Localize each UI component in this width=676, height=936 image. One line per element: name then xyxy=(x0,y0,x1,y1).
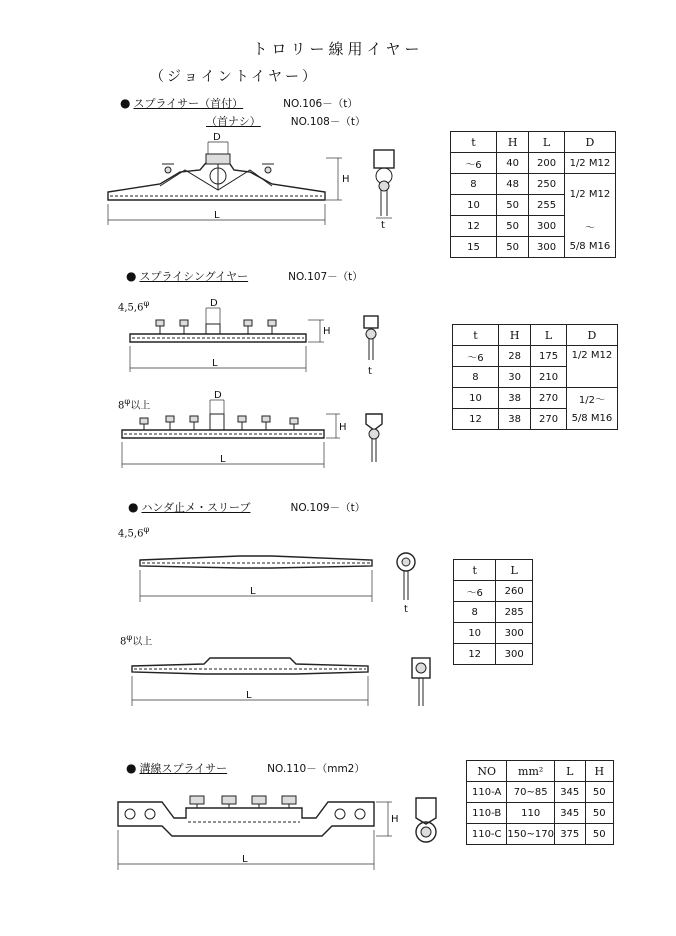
table-cell: 285 xyxy=(496,602,533,623)
table-cell: 1/2 M12 xyxy=(564,174,615,216)
dim-label-h: H xyxy=(342,174,350,185)
dim-label-h: H xyxy=(323,326,331,337)
page-title: トロリー線用イヤー xyxy=(252,40,424,58)
table-cell: 300 xyxy=(529,237,565,258)
sleeve-spec-table xyxy=(453,559,533,665)
splicing-ear-drawing-large xyxy=(116,392,356,472)
dim-label-l: L xyxy=(246,690,252,701)
diameter-range: 4,5,6 xyxy=(118,528,144,540)
table-cell: 50 xyxy=(496,237,528,258)
section-splicing-ear-heading xyxy=(126,268,363,284)
part-number: NO.106－（t） xyxy=(283,98,358,110)
part-number: NO.108－（t） xyxy=(290,116,366,128)
dim-label-h: H xyxy=(339,422,347,433)
table-cell: 345 xyxy=(554,803,585,824)
table-cell: 50 xyxy=(496,216,528,237)
table-cell: 40 xyxy=(496,153,528,174)
part-number: NO.107－（t） xyxy=(288,271,363,283)
table-cell: 300 xyxy=(529,216,565,237)
splicing-ear-end-view-large xyxy=(360,410,390,480)
table-cell: 110-C xyxy=(467,824,507,845)
table-cell: 1/2～ xyxy=(566,388,617,409)
table-cell: 110 xyxy=(507,803,555,824)
bullet: ● xyxy=(128,500,139,514)
section-splicer-subheading xyxy=(206,113,365,129)
table-header: L xyxy=(554,761,585,782)
table-cell: 150~170 xyxy=(507,824,555,845)
splicing-ear-drawing-small xyxy=(120,300,340,380)
table-cell: 300 xyxy=(496,644,533,665)
table-header: D xyxy=(564,132,615,153)
table-cell: 12 xyxy=(451,216,497,237)
table-row xyxy=(453,346,618,367)
diameter-note-large xyxy=(120,632,152,647)
splicing-ear-end-view-small xyxy=(358,312,388,382)
splicer-side-drawing xyxy=(100,130,360,230)
table-row xyxy=(451,153,616,174)
section-messenger-heading xyxy=(126,760,365,776)
dim-label-l: L xyxy=(220,454,226,465)
dim-label-t: t xyxy=(381,220,385,231)
page-subtitle: （ジョイントイヤー） xyxy=(150,69,320,85)
table-row xyxy=(453,409,618,430)
bullet: ● xyxy=(126,761,137,775)
table-cell: 10 xyxy=(454,623,496,644)
table-row xyxy=(467,782,614,803)
phi-symbol: φ xyxy=(143,298,150,308)
table-cell: 50 xyxy=(585,782,613,803)
diameter-range: 4,5,6 xyxy=(118,302,144,314)
sleeve-end-view-small xyxy=(394,548,424,618)
table-cell: 5/8 M16 xyxy=(564,237,615,258)
table-cell: 10 xyxy=(453,388,499,409)
part-number: NO.109－（t） xyxy=(290,502,366,514)
phi-symbol: φ xyxy=(126,632,133,642)
sleeve-end-view-large xyxy=(408,656,438,716)
table-header: mm² xyxy=(507,761,555,782)
table-header: D xyxy=(566,325,617,346)
part-number: NO.110－（mm2） xyxy=(267,763,365,775)
table-cell: 5/8 M16 xyxy=(566,409,617,430)
table-row xyxy=(454,581,533,602)
table-cell: 8 xyxy=(453,367,499,388)
table-row xyxy=(467,824,614,845)
table-cell: 10 xyxy=(451,195,497,216)
section-name: ハンダ止メ・スリーブ xyxy=(141,501,251,514)
table-cell: 8 xyxy=(451,174,497,195)
table-header: t xyxy=(454,560,496,581)
table-cell: 255 xyxy=(529,195,565,216)
table-cell: ～6 xyxy=(451,153,497,174)
table-cell: 270 xyxy=(531,388,567,409)
table-cell: 48 xyxy=(496,174,528,195)
table-header: L xyxy=(531,325,567,346)
table-cell: 200 xyxy=(529,153,565,174)
table-row xyxy=(454,623,533,644)
splicer-spec-table xyxy=(450,131,616,258)
table-cell: ～ xyxy=(564,216,615,237)
diameter-note-small xyxy=(118,524,149,539)
messenger-spec-table xyxy=(466,760,614,845)
table-cell: 50 xyxy=(496,195,528,216)
table-cell: 12 xyxy=(453,409,499,430)
dim-label-d: D xyxy=(210,298,218,309)
table-cell: 12 xyxy=(454,644,496,665)
table-header: H xyxy=(585,761,613,782)
section-name: 溝線スプライサー xyxy=(139,762,228,775)
table-cell: 375 xyxy=(554,824,585,845)
table-row xyxy=(453,388,618,409)
table-cell: 38 xyxy=(498,409,530,430)
bullet: ● xyxy=(126,269,137,283)
table-cell: 270 xyxy=(531,409,567,430)
sleeve-drawing-large xyxy=(128,648,378,712)
table-row xyxy=(454,644,533,665)
dim-label-t: t xyxy=(368,366,372,377)
bullet: ● xyxy=(120,96,131,110)
table-cell: 15 xyxy=(451,237,497,258)
section-name: スプライサー（首付） xyxy=(133,97,244,110)
table-cell: 30 xyxy=(498,367,530,388)
messenger-splicer-end-view xyxy=(408,794,448,854)
phi-symbol: φ xyxy=(124,396,131,406)
diameter-suffix: 以上 xyxy=(130,400,151,412)
dim-label-h: H xyxy=(391,814,399,825)
table-cell: 38 xyxy=(498,388,530,409)
dim-label-l: L xyxy=(212,358,218,369)
table-cell: 210 xyxy=(531,367,567,388)
table-header: NO xyxy=(467,761,507,782)
sleeve-drawing-small xyxy=(136,548,376,608)
table-header: t xyxy=(453,325,499,346)
table-header: H xyxy=(496,132,528,153)
dim-label-l: L xyxy=(250,586,256,597)
diameter-range: 8 xyxy=(118,400,125,412)
diameter-suffix: 以上 xyxy=(132,636,153,648)
dim-label-l: L xyxy=(242,854,248,865)
table-cell: 8 xyxy=(454,602,496,623)
messenger-splicer-drawing xyxy=(112,786,402,876)
diameter-range: 8 xyxy=(120,636,127,648)
table-cell: 260 xyxy=(496,581,533,602)
splicer-end-view xyxy=(366,146,406,236)
table-row xyxy=(454,602,533,623)
phi-symbol: φ xyxy=(143,524,150,534)
table-cell: 1/2 M12 xyxy=(566,346,617,388)
table-header: t xyxy=(451,132,497,153)
dim-label-d: D xyxy=(214,390,222,401)
table-cell: 175 xyxy=(531,346,567,367)
table-cell: 50 xyxy=(585,803,613,824)
section-sleeve-heading xyxy=(128,499,365,515)
dim-label-l: L xyxy=(214,210,220,221)
table-cell: 300 xyxy=(496,623,533,644)
table-row xyxy=(451,174,616,195)
table-header: L xyxy=(496,560,533,581)
table-cell: 345 xyxy=(554,782,585,803)
section-name: スプライシングイヤー xyxy=(139,270,249,283)
table-cell: 1/2 M12 xyxy=(564,153,615,174)
section-splicer-heading xyxy=(120,95,358,111)
table-cell: 250 xyxy=(529,174,565,195)
table-cell: ～6 xyxy=(453,346,499,367)
table-row xyxy=(451,237,616,258)
dim-label-t: t xyxy=(404,604,408,615)
table-cell: 110-A xyxy=(467,782,507,803)
table-row xyxy=(451,216,616,237)
table-cell: 28 xyxy=(498,346,530,367)
dim-label-d: D xyxy=(213,132,221,143)
table-cell: 110-B xyxy=(467,803,507,824)
table-cell: ～6 xyxy=(454,581,496,602)
table-cell: 70~85 xyxy=(507,782,555,803)
table-row xyxy=(467,803,614,824)
splicing-ear-spec-table xyxy=(452,324,618,430)
table-header: L xyxy=(529,132,565,153)
table-cell: 50 xyxy=(585,824,613,845)
section-name: （首ナシ） xyxy=(206,115,261,128)
table-header: H xyxy=(498,325,530,346)
